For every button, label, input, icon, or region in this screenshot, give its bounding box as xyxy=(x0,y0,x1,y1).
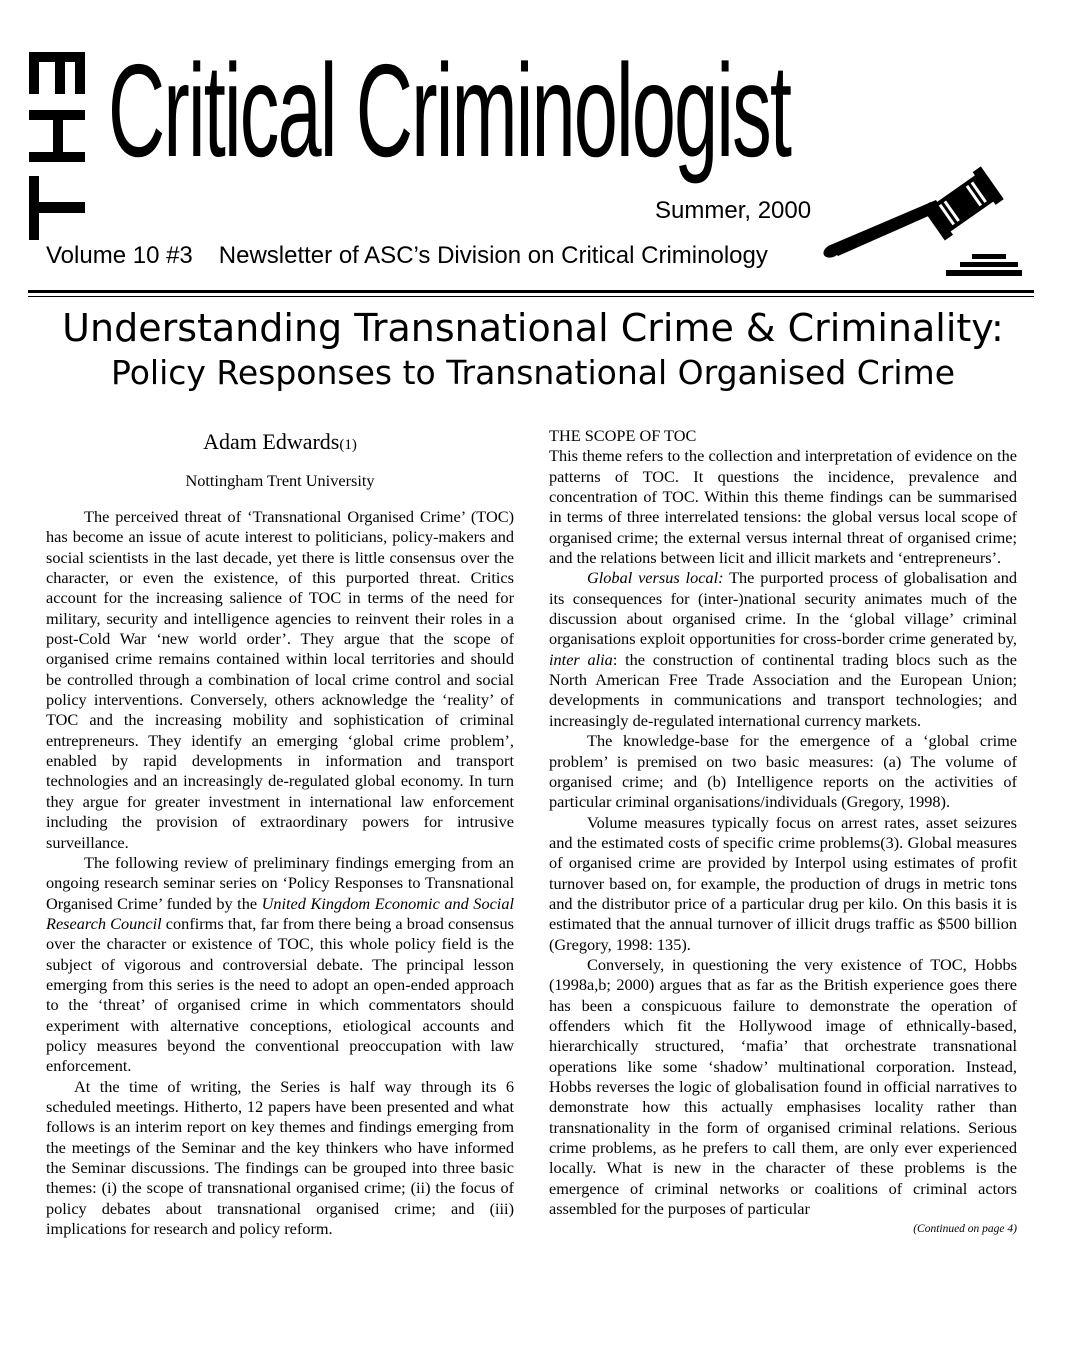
article-subtitle: Policy Responses to Transnational Organised Crime xyxy=(110,353,955,392)
volume-number: Volume 10 #3 xyxy=(46,242,193,269)
right-paragraph-2-italic: inter alia xyxy=(549,649,613,669)
section-heading: THE SCOPE OF TOC xyxy=(549,426,697,445)
masthead-rule-thin xyxy=(28,296,1034,297)
article-title: Understanding Transnational Crime & Criminality: xyxy=(62,306,1004,350)
right-paragraph-1: This theme refers to the collection and interpretation of evidence on the patterns of TOC. It questions the incidence, prevalence and concentration of TOC. Within this theme findings can be summarised in terms of three interrelated tensions: the global versus local scope of organised crime; the external versus internal threat of organised crime; and the relations between licit and illicit markets and ‘entrepreneurs’. xyxy=(549,446,1017,568)
right-paragraph-5: Conversely, in questioning the very existence of TOC, Hobbs (1998a,b; 2000) argues that as far as the British experience goes there has been a conspicuous failure to demonstrate the operation of offenders which fit the Hollywood image of ethnically-based, hierarchically structured, ‘mafia’ that orchestrate transnational operations like some ‘shadow’ multinational corporation. Instead, Hobbs reverses the logic of globalisation found in official narratives to demonstrate how this actually emphasises locality rather than transnationality in the form of organised criminal relations. Serious crime problems, as he prefers to call them, are only ever experienced locally. What is new in the character of these problems is the emergence of criminal networks or coalitions of criminal actors assembled for the purposes of particular xyxy=(549,954,1017,1219)
left-column xyxy=(46,428,514,1239)
newsletter-subtitle: Newsletter of ASC’s Division on Critical Criminology xyxy=(218,242,768,269)
continued-on-page-link[interactable]: (Continued on page 4) xyxy=(913,1223,1017,1236)
right-paragraph-2 xyxy=(549,568,1017,731)
masthead-rule-thick xyxy=(28,290,1034,293)
left-paragraph-1: The perceived threat of ‘Transnational Organised Crime’ (TOC) has become an issue of acute interest to politicians, policy-makers and social scientists in the last decade, yet there is little consensus over the character, or even the existence, of this purported threat. Critics account for the increasing salience of TOC in terms of the need for military, security and intelligence agencies to reinvent their roles in a post-Cold War ‘new world order’. They argue that the scope of organised crime remains contained within local territories and should be controlled through a combination of local crime control and social policy interventions. Conversely, others acknowledge the ‘reality’ of TOC and the increasing mobility and sophistication of criminal entrepreneurs. They identify an emerging ‘global crime problem’, enabled by rapid developments in information and transport technologies and an increasingly de-regulated global economy. In turn they argue for greater investment in international law enforcement including the provision of extraordinary powers for intrusive surveillance. xyxy=(46,507,514,852)
left-paragraph-3: At the time of writing, the Series is half way through its 6 scheduled meetings. Hitherto, 12 papers have been presented and what follows is an interim report on key themes and findings emerging from the meetings of the Seminar and the key thinkers who have informed the Seminar discussions. The findings can be grouped into three basic themes: (i) the scope of transnational organised crime; (ii) the focus of policy debates about transnational organised crime; and (iii) implications for research and policy reform. xyxy=(46,1076,514,1239)
left-paragraph-2-text-a: The following review of preliminary findings emerging from an ongoing research seminar series on ‘Policy Responses to Transnational Organised Crime’ funded by the xyxy=(46,852,514,913)
right-paragraph-2-text-a: The purported process of globalisation and its consequences for (inter-)national security animates much of the discussion about organised crime. In the ‘global village’ criminal organisations exploit opportunities for cross-border crime generated by, xyxy=(549,568,1017,649)
right-paragraph-3: The knowledge-base for the emergence of a ‘global crime problem’ is premised on two basic measures: (a) The volume of organised crime; and (b) Intelligence reports on the activities of particular criminal organisations/individuals (Gregory, 1998). xyxy=(549,731,1017,812)
right-paragraph-2-lead: Global versus local: xyxy=(587,568,724,588)
issue-date: Summer, 2000 xyxy=(655,197,812,224)
right-paragraph-4: Volume measures typically focus on arrest rates, asset seizures and the estimated costs of specific crime problems(3). Global measures of organised crime are provided by Interpol using estimates of profit turnover based on, for example, the production of drugs in metric tons and the distributor price of a particular drug per kilo. On this basis it is estimated that the annual turnover of illicit drugs traffic as $500 billion (Gregory, 1998: 135). xyxy=(549,812,1017,954)
left-paragraph-2-text-b: confirms that, far from there being a broad consensus over the character or existence of TOC, this whole policy field is the subject of vigorous and controversial debate. The principal lesson emerging from this series is the need to adopt an open-ended approach to the ‘threat’ of organised crime in which commentators should experiment with alternative conceptions, etiological accounts and policy measures beyond the conventional preoccupation with law enforcement. xyxy=(46,913,514,1076)
right-column xyxy=(549,426,1017,1237)
author-affiliation: Nottingham Trent University xyxy=(185,471,375,490)
right-paragraph-2-text-b: : the construction of continental trading blocs such as the North American Free Trade Association and the European Union; developments in communications and transport technologies; and increasingly de-regulated international currency markets. xyxy=(549,649,1017,730)
newsletter-title: Critical Criminologist xyxy=(108,37,791,184)
author-note: (1) xyxy=(339,437,357,453)
author-name xyxy=(46,428,514,459)
author-name-text: Adam Edwards xyxy=(203,429,340,454)
gavel-icon xyxy=(822,158,1022,280)
left-paragraph-2 xyxy=(46,853,514,1077)
volume-line xyxy=(46,240,768,272)
left-paragraph-2-italic: United Kingdom Economic and Social Research Council xyxy=(46,893,514,933)
the-vertical-logo xyxy=(26,52,88,242)
